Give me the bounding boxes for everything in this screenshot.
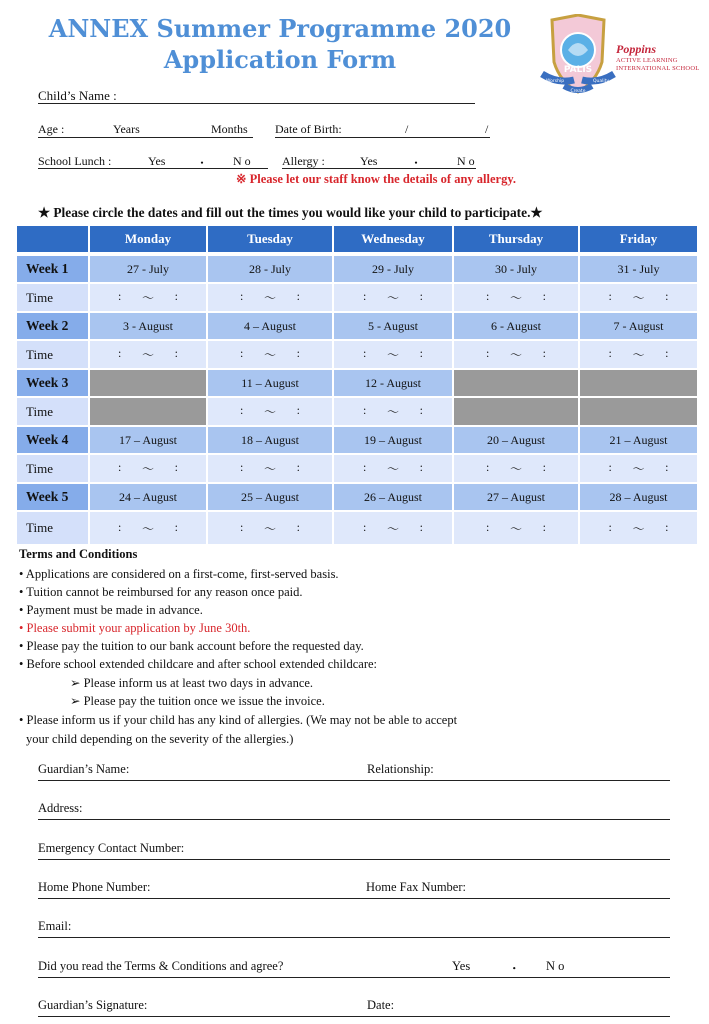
time-range — [363, 346, 423, 363]
header-monday: Monday — [90, 226, 208, 252]
week-1-friday-date[interactable]: 31 - July — [580, 254, 697, 282]
time-range — [363, 520, 423, 537]
table-header-row — [17, 226, 697, 252]
time-range — [363, 460, 423, 477]
time-end-colon: : — [296, 346, 300, 360]
time-end-colon: : — [419, 460, 423, 474]
week-4-tuesday-date[interactable]: 18 – August — [208, 425, 334, 453]
week-5-tuesday-time-field[interactable] — [208, 510, 334, 544]
time-end-colon: : — [296, 403, 300, 417]
time-start-colon: : — [240, 460, 244, 474]
header-corner — [17, 226, 90, 252]
date-label: Date: — [367, 998, 395, 1012]
lunch-separator: ・ — [196, 156, 209, 170]
time-range-tilde: 〜 — [263, 348, 276, 362]
week-4-time-row — [17, 453, 697, 482]
time-start-colon: : — [363, 403, 367, 417]
term-subitem-2: ➢ Please pay the tuition once we issue the invoice. — [70, 694, 325, 708]
time-start-colon: : — [486, 519, 490, 534]
week-3-wednesday-time-field[interactable] — [334, 396, 454, 425]
home-phone-label: Home Phone Number: — [38, 880, 151, 894]
school-subtitle-1: ACTIVE LEARNING — [616, 57, 678, 64]
allergy-no-option[interactable]: N o — [457, 154, 475, 168]
time-range-tilde: 〜 — [386, 348, 399, 362]
week-1-thursday-time-field[interactable] — [454, 282, 580, 311]
address-row[interactable] — [38, 801, 670, 820]
time-range — [240, 289, 300, 306]
time-start-colon: : — [118, 460, 122, 474]
week-2-tuesday-time-field[interactable] — [208, 339, 334, 368]
age-field[interactable] — [38, 137, 253, 138]
email-row[interactable] — [38, 919, 670, 938]
participation-instruction: ★ Please circle the dates and fill out the times you would like your child to participate.★ — [38, 205, 543, 220]
time-start-colon: : — [363, 460, 367, 474]
term-item-5: • Please pay the tuition to our bank account before the requested day. — [19, 639, 364, 653]
time-range-tilde: 〜 — [141, 521, 154, 536]
time-range-tilde: 〜 — [386, 521, 399, 536]
time-range — [609, 289, 669, 306]
allergy-underline — [282, 168, 476, 169]
time-range-tilde: 〜 — [141, 462, 154, 476]
week-4-label: Week 4 — [17, 425, 90, 453]
term-item-3: • Payment must be made in advance. — [19, 603, 203, 617]
time-range-tilde: 〜 — [263, 462, 276, 476]
week-4-monday-date[interactable]: 17 – August — [90, 425, 208, 453]
time-end-colon: : — [665, 346, 669, 360]
header-tuesday: Tuesday — [208, 226, 334, 252]
time-start-colon: : — [118, 289, 122, 303]
home-fax-label: Home Fax Number: — [366, 880, 466, 894]
week-4-thursday-time-field[interactable] — [454, 453, 580, 482]
week-5-date-row — [17, 482, 697, 510]
lunch-no-option[interactable]: N o — [233, 154, 251, 168]
week-2-label: Week 2 — [17, 311, 90, 339]
time-end-colon: : — [296, 289, 300, 303]
logo-ribbon-left: Worship — [545, 79, 565, 84]
time-range — [486, 346, 546, 363]
time-end-colon: : — [174, 346, 178, 360]
time-range-tilde: 〜 — [386, 291, 399, 305]
emergency-contact-row[interactable] — [38, 841, 670, 860]
week-2-wednesday-time-field[interactable] — [334, 339, 454, 368]
time-range — [363, 289, 423, 306]
week-4-friday-date[interactable]: 21 – August — [580, 425, 697, 453]
time-range-tilde: 〜 — [632, 291, 645, 305]
logo-ribbon-bottom: Create — [570, 89, 586, 94]
time-start-colon: : — [363, 289, 367, 303]
dob-field[interactable] — [275, 137, 490, 138]
term-item-6: • Before school extended childcare and after school extended childcare: — [19, 657, 378, 671]
header-friday: Friday — [580, 226, 697, 252]
time-range — [240, 520, 300, 537]
time-label: Time — [17, 510, 90, 544]
guardian-name-row[interactable] — [38, 762, 670, 781]
time-start-colon: : — [118, 346, 122, 360]
week-4-wednesday-time-field[interactable] — [334, 453, 454, 482]
week-5-wednesday-time-field[interactable] — [334, 510, 454, 544]
week-1-friday-time-field[interactable] — [580, 282, 697, 311]
time-start-colon: : — [608, 346, 612, 360]
time-start-colon: : — [608, 289, 612, 303]
age-label: Age : — [38, 122, 65, 136]
week-3-thursday-time-closed — [454, 396, 580, 425]
time-end-colon: : — [419, 346, 423, 360]
week-5-label: Week 5 — [17, 482, 90, 510]
week-4-friday-time-field[interactable] — [580, 453, 697, 482]
time-start-colon: : — [363, 346, 367, 360]
time-end-colon: : — [296, 460, 300, 474]
header-thursday: Thursday — [454, 226, 580, 252]
time-range-tilde: 〜 — [263, 521, 276, 536]
time-range-tilde: 〜 — [386, 462, 399, 476]
time-start-colon: : — [240, 519, 244, 534]
time-end-colon: : — [174, 519, 178, 534]
time-label: Time — [17, 339, 90, 368]
time-end-colon: : — [665, 519, 669, 534]
time-label: Time — [17, 282, 90, 311]
time-range — [118, 289, 178, 306]
time-range — [486, 520, 546, 537]
signature-label: Guardian’s Signature: — [38, 998, 148, 1012]
emergency-contact-label: Emergency Contact Number: — [38, 841, 185, 855]
time-range-tilde: 〜 — [263, 405, 276, 419]
week-3-time-row — [17, 396, 697, 425]
lunch-yes-option[interactable]: Yes — [148, 154, 166, 168]
email-label: Email: — [38, 919, 72, 933]
week-3-date-row — [17, 368, 697, 396]
week-1-tuesday-time-field[interactable] — [208, 282, 334, 311]
allergy-yes-option[interactable]: Yes — [360, 154, 378, 168]
time-range-tilde: 〜 — [509, 291, 522, 305]
week-2-date-row — [17, 311, 697, 339]
form-title-line1: ANNEX Summer Programme 2020 — [48, 14, 512, 43]
time-end-colon: : — [665, 460, 669, 474]
time-start-colon: : — [486, 289, 490, 303]
week-1-label: Week 1 — [17, 254, 90, 282]
time-range-tilde: 〜 — [632, 462, 645, 476]
time-end-colon: : — [174, 460, 178, 474]
week-4-monday-time-field[interactable] — [90, 453, 208, 482]
term-subitem-1: ➢ Please inform us at least two days in advance. — [70, 676, 314, 690]
week-1-thursday-date[interactable]: 30 - July — [454, 254, 580, 282]
time-end-colon: : — [665, 289, 669, 303]
week-5-time-row — [17, 510, 697, 544]
week-2-friday-time-field[interactable] — [580, 339, 697, 368]
week-2-thursday-time-field[interactable] — [454, 339, 580, 368]
week-2-friday-date[interactable]: 7 - August — [580, 311, 697, 339]
form-title-line2: Application Form — [163, 45, 397, 74]
time-range-tilde: 〜 — [509, 348, 522, 362]
week-1-tuesday-date[interactable]: 28 - July — [208, 254, 334, 282]
signature-row[interactable] — [38, 998, 670, 1017]
week-5-thursday-time-field[interactable] — [454, 510, 580, 544]
week-5-friday-date[interactable]: 28 – August — [580, 482, 697, 510]
week-2-monday-date[interactable]: 3 - August — [90, 311, 208, 339]
time-start-colon: : — [608, 460, 612, 474]
week-5-thursday-date[interactable]: 27 – August — [454, 482, 580, 510]
terms-title: Terms and Conditions — [19, 547, 138, 561]
time-start-colon: : — [118, 519, 122, 534]
allergy-note: ※ Please let our staff know the details of any allergy. — [236, 172, 517, 186]
terms-agree-row[interactable] — [38, 959, 670, 978]
week-1-time-row — [17, 282, 697, 311]
week-1-wednesday-time-field[interactable] — [334, 282, 454, 311]
time-end-colon: : — [542, 460, 546, 474]
week-5-tuesday-date[interactable]: 25 – August — [208, 482, 334, 510]
time-range-tilde: 〜 — [141, 348, 154, 362]
time-range — [240, 460, 300, 477]
time-end-colon: : — [542, 519, 546, 534]
time-range — [609, 346, 669, 363]
time-end-colon: : — [419, 519, 423, 534]
time-range — [118, 460, 178, 477]
school-subtitle-2: INTERNATIONAL SCHOOL — [616, 65, 700, 72]
time-start-colon: : — [240, 289, 244, 303]
term-item-2: • Tuition cannot be reimbursed for any reason once paid. — [19, 585, 303, 599]
week-3-monday-closed — [90, 368, 208, 396]
time-label: Time — [17, 396, 90, 425]
time-range-tilde: 〜 — [509, 521, 522, 536]
week-3-thursday-closed — [454, 368, 580, 396]
week-2-wednesday-date[interactable]: 5 - August — [334, 311, 454, 339]
week-1-monday-date[interactable]: 27 - July — [90, 254, 208, 282]
time-end-colon: : — [174, 289, 178, 303]
years-label: Years — [113, 122, 140, 136]
childs-name-field[interactable] — [38, 103, 475, 104]
week-3-friday-time-closed — [580, 396, 697, 425]
allergy-label: Allergy : — [282, 154, 325, 168]
time-start-colon: : — [486, 460, 490, 474]
time-end-colon: : — [419, 403, 423, 417]
terms-yes-option[interactable]: Yes — [452, 959, 471, 973]
week-2-thursday-date[interactable]: 6 - August — [454, 311, 580, 339]
time-end-colon: : — [542, 346, 546, 360]
week-3-tuesday-time-field[interactable] — [208, 396, 334, 425]
time-range-tilde: 〜 — [632, 521, 645, 536]
time-range-tilde: 〜 — [141, 291, 154, 305]
time-start-colon: : — [240, 346, 244, 360]
time-start-colon: : — [486, 346, 490, 360]
terms-no-option[interactable]: N o — [546, 959, 565, 973]
time-start-colon: : — [240, 403, 244, 417]
time-range — [240, 403, 300, 420]
header-wednesday: Wednesday — [334, 226, 454, 252]
school-lunch-underline — [38, 168, 268, 169]
week-4-thursday-date[interactable]: 20 – August — [454, 425, 580, 453]
time-range — [609, 520, 669, 537]
time-end-colon: : — [542, 289, 546, 303]
dob-label: Date of Birth: — [275, 122, 342, 136]
address-label: Address: — [38, 801, 83, 815]
time-range — [486, 460, 546, 477]
school-name: Poppins — [616, 42, 657, 56]
week-3-monday-time-closed — [90, 396, 208, 425]
time-range — [240, 346, 300, 363]
time-range-tilde: 〜 — [263, 291, 276, 305]
week-1-monday-time-field[interactable] — [90, 282, 208, 311]
terms-agree-label: Did you read the Terms & Conditions and agree? — [38, 959, 284, 973]
time-start-colon: : — [363, 519, 367, 534]
week-3-label: Week 3 — [17, 368, 90, 396]
time-range — [118, 520, 178, 537]
week-2-tuesday-date[interactable]: 4 – August — [208, 311, 334, 339]
time-range — [118, 346, 178, 363]
logo-ribbon-right: Quality — [592, 79, 610, 84]
term-item-1: • Applications are considered on a first-come, first-served basis. — [19, 567, 339, 581]
week-5-friday-time-field[interactable] — [580, 510, 697, 544]
week-5-monday-date[interactable]: 24 – August — [90, 482, 208, 510]
guardian-name-label: Guardian’s Name: — [38, 762, 130, 776]
time-start-colon: : — [608, 519, 612, 534]
week-3-tuesday-date[interactable]: 11 – August — [208, 368, 334, 396]
time-range-tilde: 〜 — [386, 405, 399, 419]
term-item-deadline: • Please submit your application by June 30th. — [19, 621, 251, 635]
dob-slash-2: / — [485, 122, 489, 136]
week-3-wednesday-date[interactable]: 12 - August — [334, 368, 454, 396]
terms-separator: ・ — [508, 962, 521, 976]
logo-text: PALIS — [563, 65, 593, 75]
phone-fax-row[interactable] — [38, 880, 670, 899]
week-2-monday-time-field[interactable] — [90, 339, 208, 368]
week-5-wednesday-date[interactable]: 26 – August — [334, 482, 454, 510]
week-3-friday-closed — [580, 368, 697, 396]
allergy-separator: ・ — [410, 156, 423, 170]
time-range — [609, 460, 669, 477]
relationship-label: Relationship: — [367, 762, 434, 776]
week-4-wednesday-date[interactable]: 19 – August — [334, 425, 454, 453]
time-range — [363, 403, 423, 420]
time-range-tilde: 〜 — [509, 462, 522, 476]
dob-slash-1: / — [405, 122, 409, 136]
time-label: Time — [17, 453, 90, 482]
week-1-date-row — [17, 254, 697, 282]
school-lunch-label: School Lunch : — [38, 154, 112, 168]
time-end-colon: : — [296, 519, 300, 534]
week-4-date-row — [17, 425, 697, 453]
months-label: Months — [211, 122, 248, 136]
time-range — [486, 289, 546, 306]
week-1-wednesday-date[interactable]: 29 - July — [334, 254, 454, 282]
time-end-colon: : — [419, 289, 423, 303]
time-range-tilde: 〜 — [632, 348, 645, 362]
week-2-time-row — [17, 339, 697, 368]
term-item-allergy-cont: your child depending on the severity of the allergies.) — [26, 732, 294, 746]
term-item-allergy: • Please inform us if your child has any kind of allergies. (We may not be able to accept — [19, 713, 458, 727]
week-5-monday-time-field[interactable] — [90, 510, 208, 544]
childs-name-label: Child’s Name : — [38, 88, 117, 103]
week-4-tuesday-time-field[interactable] — [208, 453, 334, 482]
